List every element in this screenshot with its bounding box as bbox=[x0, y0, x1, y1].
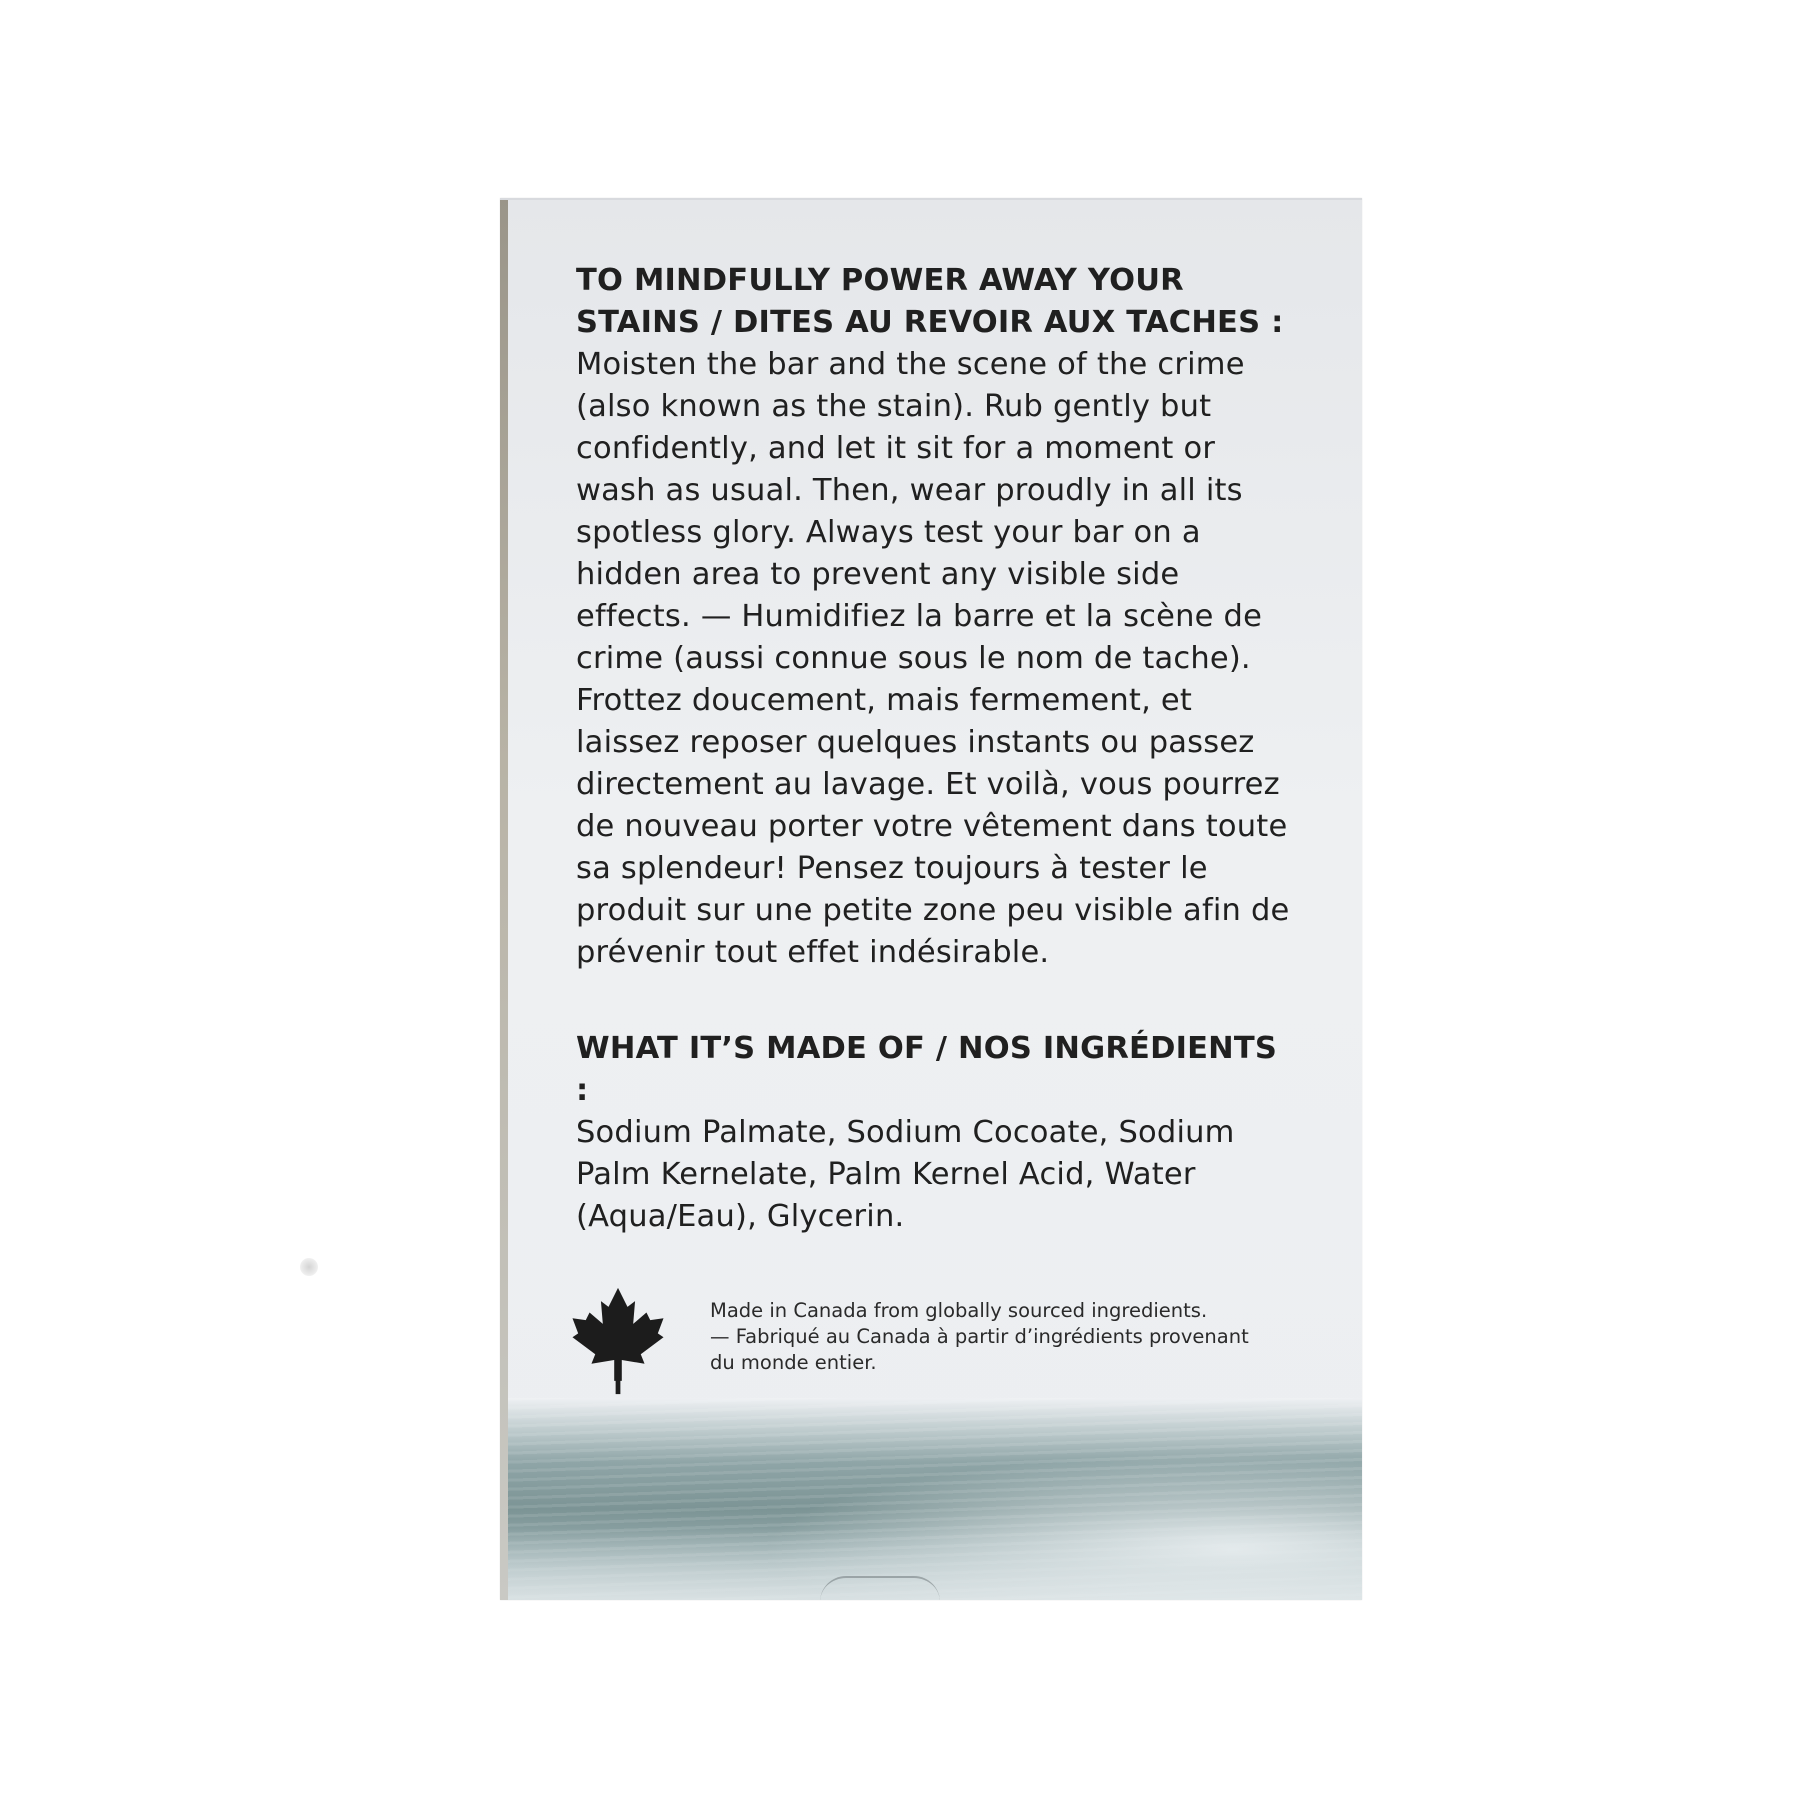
soap-box-back-panel bbox=[500, 198, 1362, 1600]
origin-text bbox=[710, 1298, 1310, 1376]
origin-statement bbox=[570, 1286, 1310, 1406]
usage-heading: TO MINDFULLY POWER AWAY YOUR STAINS / DITES AU REVOIR AUX TACHES : bbox=[576, 263, 1284, 340]
box-top-edge bbox=[500, 198, 1362, 200]
background-spot bbox=[300, 1258, 318, 1276]
maple-leaf-icon bbox=[570, 1286, 666, 1396]
origin-line-3: du monde entier. bbox=[710, 1351, 877, 1374]
box-tab-notch bbox=[820, 1576, 940, 1600]
usage-instructions: Moisten the bar and the scene of the crime (also known as the stain). Rub gently but confidently, and let it sit for a moment or wash as usual. Then, wear proudly in all its spotless glory. Always test your bar on a hidden area to prevent any visible side effects. — Humidifiez la barre et la scène de crime (aussi connue sous le nom de tache). Frottez doucement, mais fermement, et laissez reposer quelques instants ou passez directement au lavage. Et voilà, vous pourrez de nouveau porter votre vêtement dans toute sa splendeur! Pensez toujours à tester le produit sur une petite zone peu visible afin de prévenir tout effet indésirable. bbox=[576, 347, 1290, 970]
panel-text bbox=[576, 260, 1296, 1238]
ingredients-heading: WHAT IT’S MADE OF / NOS INGRÉDIENTS : bbox=[576, 1031, 1278, 1108]
origin-line-1: Made in Canada from globally sourced ingredients. bbox=[710, 1299, 1208, 1322]
ingredients-list: Sodium Palmate, Sodium Cocoate, Sodium Palm Kernelate, Palm Kernel Acid, Water (Aqua/Eau), Glycerin. bbox=[576, 1115, 1235, 1234]
origin-line-2: — Fabriqué au Canada à partir d’ingrédients provenant bbox=[710, 1325, 1249, 1348]
box-side-edge bbox=[500, 198, 508, 1600]
